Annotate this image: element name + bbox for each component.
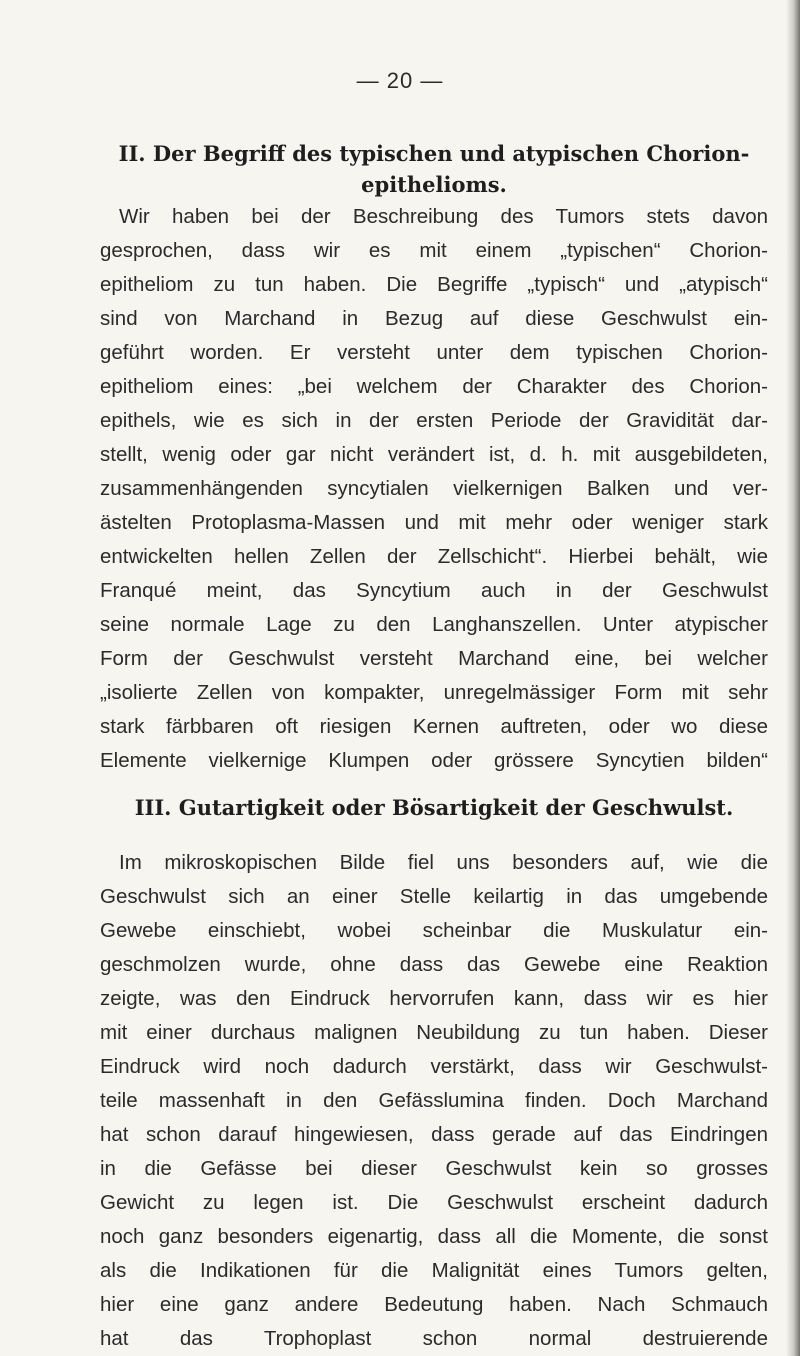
text-line: geschmolzen wurde, ohne dass das Gewebe eine Reaktion [100,953,768,976]
text-line: sind von Marchand in Bezug auf diese Geschwulst ein- [100,307,768,330]
text-line: in die Gefässe bei dieser Geschwulst kein so grosses [100,1157,768,1180]
text-line: hat das Trophoplast schon normal destruierende [100,1327,768,1350]
text-line: als die Indikationen für die Malignität eines Tumors gelten, [100,1259,768,1282]
text-line: epithels, wie es sich in der ersten Periode der Gravidität dar- [100,409,768,432]
text-line: Gewicht zu legen ist. Die Geschwulst erscheint dadurch [100,1191,768,1214]
text-line: ästelten Protoplasma-Massen und mit mehr oder weniger stark [100,511,768,534]
section-heading-2 [100,138,768,200]
text-line: Franqué meint, das Syncytium auch in der Geschwulst [100,579,768,602]
text-line: hier eine ganz andere Bedeutung haben. Nach Schmauch [100,1293,768,1316]
page-number: — 20 — [356,68,444,93]
text-line: hat schon darauf hingewiesen, dass gerade auf das Eindringen [100,1123,768,1146]
text-line: epitheliom eines: „bei welchem der Charakter des Chorion- [100,375,768,398]
text-line: „isolierte Zellen von kompakter, unregelmässiger Form mit sehr [100,681,768,704]
text-line: epitheliom zu tun haben. Die Begriffe „typisch“ und „atypisch“ [100,273,768,296]
text-line: entwickelten hellen Zellen der Zellschicht“. Hierbei behält, wie [100,545,768,568]
section-heading-2-line-1: II. Der Begriff des typischen und atypischen Chorion- [118,141,750,166]
section-heading-3: III. Gutartigkeit oder Bösartigkeit der Geschwulst. [134,795,734,820]
text-line: zeigte, was den Eindruck hervorrufen kann, dass wir es hier [100,987,768,1010]
text-line: Geschwulst sich an einer Stelle keilartig in das umgebende [100,885,768,908]
text-line: Gewebe einschiebt, wobei scheinbar die Muskulatur ein- [100,919,768,942]
text-line: Form der Geschwulst versteht Marchand eine, bei welcher [100,647,768,670]
text-line: stark färbbaren oft riesigen Kernen auftreten, oder wo diese [100,715,768,738]
section-heading-2-line-2: epithelioms. [361,172,507,197]
text-line: Im mikroskopischen Bilde fiel uns besonders auf, wie die [119,851,768,874]
text-line: gesprochen, dass wir es mit einem „typischen“ Chorion- [100,239,768,262]
page-edge-shadow [786,0,800,1356]
text-line: mit einer durchaus malignen Neubildung zu tun haben. Dieser [100,1021,768,1044]
text-line: Wir haben bei der Beschreibung des Tumors stets davon [119,205,768,228]
text-line: geführt worden. Er versteht unter dem typischen Chorion- [100,341,768,364]
text-line: noch ganz besonders eigenartig, dass all die Momente, die sonst [100,1225,768,1248]
text-line: teile massenhaft in den Gefässlumina finden. Doch Marchand [100,1089,768,1112]
text-line: zusammenhängenden syncytialen vielkernigen Balken und ver- [100,477,768,500]
text-line: Elemente vielkernige Klumpen oder grössere Syncytien bilden“ [100,749,768,772]
text-line: stellt, wenig oder gar nicht verändert ist, d. h. mit ausgebildeten, [100,443,768,466]
text-line: seine normale Lage zu den Langhanszellen. Unter atypischer [100,613,768,636]
text-line: Eindruck wird noch dadurch verstärkt, dass wir Geschwulst- [100,1055,768,1078]
